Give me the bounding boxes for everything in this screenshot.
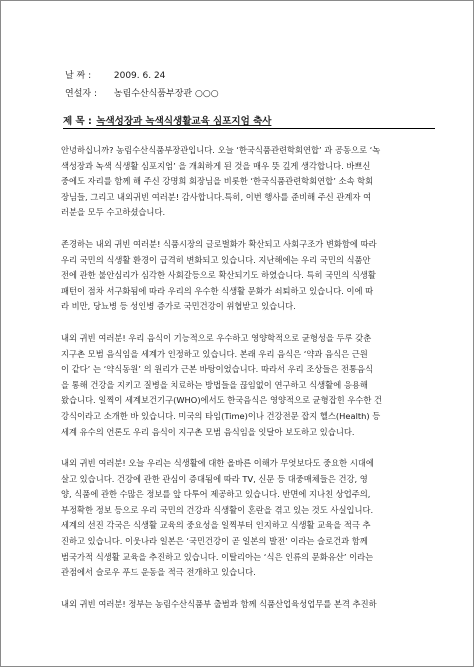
paragraph-line: 중에도 자리를 함께 해 주신 강명희 회장님을 비롯한 ‘한국식품관련학회연합’ 소속 학회 xyxy=(61,176,374,187)
title-label: 제 목 : xyxy=(63,116,92,127)
speech-paragraph xyxy=(61,456,441,581)
paragraph-line: 관점에서 슬로우 푸드 운동을 적극 전개하고 있습니다. xyxy=(61,567,256,578)
speaker-label: 연설자 : xyxy=(65,89,97,99)
speech-paragraph xyxy=(61,237,441,315)
paragraph-line: 러분을 모두 수고하셨습니다. xyxy=(61,207,166,218)
speech-paragraph xyxy=(61,597,441,613)
paragraph-line: 진하고 있습니다. 이웃나라 일본은 ‘국민건강이 곧 일본의 발전’ 이라는 슬로건과 함께 xyxy=(61,536,368,547)
speech-paragraph xyxy=(61,143,441,221)
document-title xyxy=(63,113,413,127)
date-row xyxy=(65,67,219,85)
paragraph-line: 색성장과 녹색 식생활 심포지엄’ 을 개최하게 된 것을 매우 뜻 깊게 생각합니다. 바쁘신 xyxy=(61,160,371,171)
paragraph-line: 존경하는 내외 귀빈 여러분! 식품시장의 글로벌화가 확산되고 사회구조가 변화함에 따라 xyxy=(61,238,377,249)
speech-body xyxy=(61,143,441,628)
speaker-value: 농림수산식품부장관 ○○○ xyxy=(113,89,219,99)
paragraph-line: 범국가적 식생활 교육을 추진하고 있습니다. 이탈리아는 ‘식은 인류의 문화유산’ 이라는 xyxy=(61,551,374,562)
date-value: 2009. 6. 24 xyxy=(113,71,166,81)
paragraph-line: 살고 있습니다. 건강에 관한 관심이 증대됨에 따라 TV, 신문 등 대중매체들은 건강, 영 xyxy=(61,473,368,484)
paragraph-line: 양, 식품에 관한 수많은 정보를 앞 다투어 제공하고 있습니다. 반면에 지나친 상업주의, xyxy=(61,489,371,500)
paragraph-line: 우리 국민의 식생활 환경이 급격히 변화되고 있습니다. 지난해에는 우리 국민의 식품안 xyxy=(61,254,371,265)
paragraph-line: 을 통해 건강을 지키고 질병을 치료하는 방법들을 끊임없이 연구하고 식생활에 응용해 xyxy=(61,379,368,390)
paragraph-line: 지구촌 모범 음식임을 세계가 인정하고 있습니다. 본래 우리 음식은 ‘약과 음식은 근원 xyxy=(61,348,368,359)
paragraph-line: 안녕하십니까? 농림수산식품부장관입니다. 오늘 ‘한국식품관련학회연합’ 과 공동으로 ‘녹 xyxy=(61,145,381,155)
date-label: 날 짜 : xyxy=(65,71,92,81)
paragraph-line: 부정확한 정보 등으로 우리 국민의 건강과 식생활이 혼란을 겪고 있는 것도 사실입니다. xyxy=(61,504,374,515)
paragraph-line: 세계의 선진 각국은 식생활 교육의 중요성을 일찍부터 인지하고 식생활 교육을 적극 추 xyxy=(61,520,371,531)
paragraph-line: 라 비만, 당뇨병 등 성인병 증가로 국민건강이 위협받고 있습니다. xyxy=(61,301,296,312)
paragraph-line: 내외 귀빈 여러분! 우리 음식이 기능적으로 우수하고 영양학적으로 균형성을 두루 갖춘 xyxy=(61,332,372,343)
paragraph-line: 세계 유수의 언론도 우리 음식이 지구촌 모범 음식임을 잇달아 보도하고 있습니다. xyxy=(61,426,355,437)
paragraph-line: 왔습니다. 일찍이 세계보건기구(WHO)에서도 한국음식은 영양적으로 균형잡힌 우수한 건 xyxy=(61,395,383,406)
paragraph-line: 내외 귀빈 여러분! 정부는 농림수산식품부 출범과 함께 식품산업육성업무를 본격 추진하 xyxy=(61,598,377,609)
paragraph-line: 패턴이 점차 서구화됨에 따라 우리의 우수한 식생활 문화가 쇠퇴하고 있습니다. 이에 따 xyxy=(61,285,374,296)
title-divider xyxy=(63,128,435,129)
paragraph-line: 이 같다’ 는 ‘약식동원’ 의 원리가 근본 바탕이었습니다. 따라서 우리 조상들은 전통음식 xyxy=(61,364,374,375)
paragraph-line: 내외 귀빈 여러분! 오늘 우리는 식생활에 대한 올바른 이해가 무엇보다도 중요한 시대에 xyxy=(61,458,374,469)
paragraph-line: 장님들, 그리고 내외귀빈 여러분! 감사합니다.특히, 이번 행사를 준비해 주신 관계자 여 xyxy=(61,191,372,202)
speech-paragraph xyxy=(61,331,441,440)
title-text: 녹색성장과 녹색식생활교육 심포지엄 축사 xyxy=(96,116,272,127)
speaker-row xyxy=(65,85,219,103)
paragraph-line: 강식이라고 소개한 바 있습니다. 미국의 타임(Time)이나 건강전문 잡지 헬스(Health) 등 xyxy=(61,410,381,421)
speech-metadata xyxy=(65,67,219,103)
paragraph-line: 전에 관한 불안심리가 심각한 사회갈등으로 확산되기도 하였습니다. 특히 국민의 식생활 xyxy=(61,270,376,281)
